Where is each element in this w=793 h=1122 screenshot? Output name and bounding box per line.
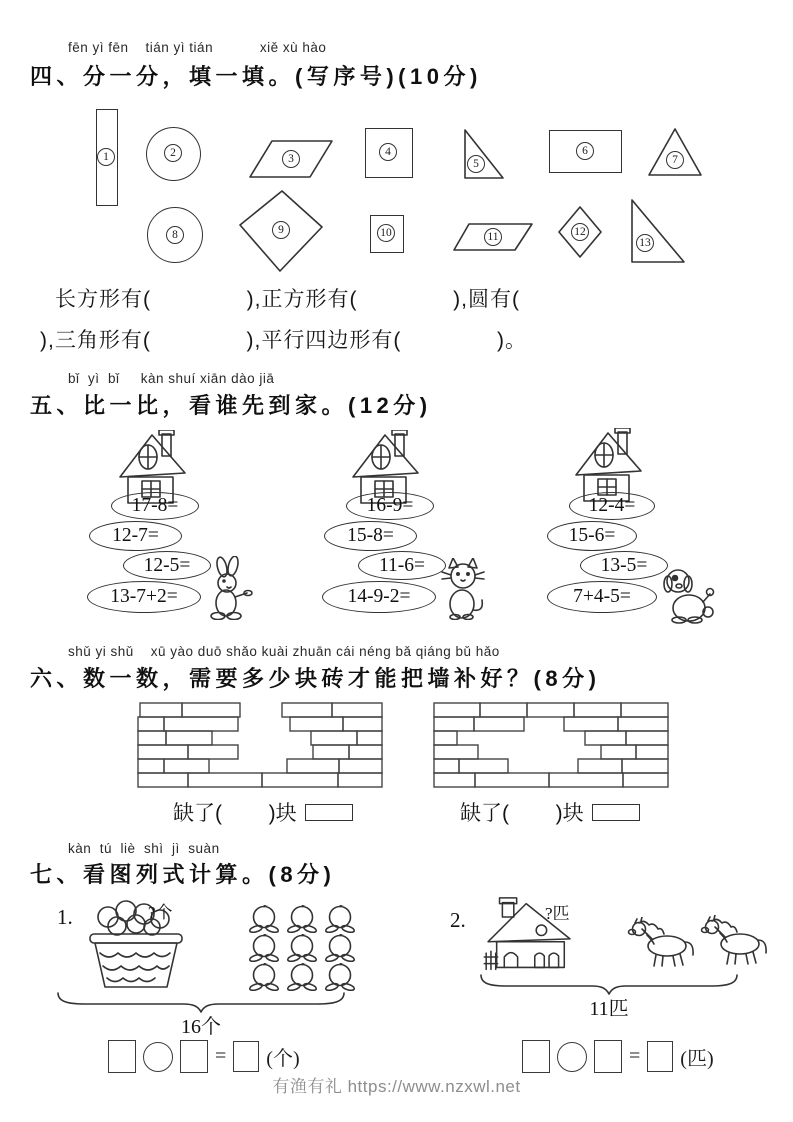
shape-number-9: 9: [272, 221, 290, 239]
math-bubble: 14-9-2=: [322, 581, 436, 613]
shape-number-12: 12: [571, 223, 589, 241]
shape-number-3: 3: [282, 150, 300, 168]
math-bubble: 12-4=: [569, 492, 655, 520]
shape-number-7: 7: [666, 151, 684, 169]
shape-circle-8: [147, 207, 203, 263]
math-bubble: 12-5=: [123, 551, 211, 580]
question-count-label-2: ?匹: [545, 904, 570, 923]
right-triangle-icon: [630, 198, 686, 264]
math-bubble: 15-6=: [547, 521, 637, 551]
peach-icon: [322, 905, 358, 933]
equation-template-2: [522, 1040, 714, 1073]
section4-pinyin: fēn yì fēn tián yì tián xiě xù hào: [68, 40, 327, 55]
operand-box: [522, 1040, 550, 1073]
peach-icon: [246, 934, 282, 962]
shape-number-13: 13: [636, 234, 654, 252]
shape-number-5: 5: [467, 155, 485, 173]
watermark: 有渔有礼 https://www.nzxwl.net: [272, 1077, 521, 1096]
peach-icon: [322, 963, 358, 991]
operator-circle: [557, 1042, 587, 1072]
question-count-label-1: ?个: [148, 903, 173, 922]
peach-icon: [284, 905, 320, 933]
cat-icon: [440, 558, 486, 620]
section7-pinyin: kàn tú liè shì jì suàn: [68, 841, 220, 856]
peach-icon: [246, 905, 282, 933]
section6-pinyin: shǔ yi shǔ xū yào duō shǎo kuài zhuān cái néng bǎ qiáng bǔ hǎo: [68, 644, 500, 659]
math-bubble: 16-9=: [346, 492, 434, 520]
operand-box: [108, 1040, 136, 1073]
house-icon: [571, 428, 647, 502]
section5-pinyin: bǐ yì bǐ kàn shuí xiān dào jiā: [68, 371, 275, 386]
caption-text: 缺了( )块: [173, 802, 297, 825]
section4-title: 四、分一分，填一填。(写序号)(10分): [30, 64, 482, 89]
right-triangle-icon: [463, 128, 505, 180]
item-2-number: 2.: [450, 908, 466, 932]
brick-wall-1: [137, 702, 385, 789]
operator-circle: [143, 1042, 173, 1072]
race-column-3: [545, 426, 793, 631]
total-label-2: 11匹: [589, 998, 629, 1020]
equals-sign: =: [215, 1045, 227, 1067]
math-bubble: 17-8=: [111, 492, 199, 520]
section7-title: 七、看图列式计算。(8分): [30, 862, 336, 887]
math-bubble: 11-6=: [358, 551, 446, 580]
shape-circle-2: [146, 127, 201, 181]
peach-icon: [246, 963, 282, 991]
rabbit-icon: [203, 556, 253, 620]
operand-box: [594, 1040, 622, 1073]
shape-number-8: 8: [166, 226, 184, 244]
shape-rectangle-6: [549, 130, 622, 173]
missing-bricks-caption-1: [173, 797, 353, 827]
shape-number-4: 4: [379, 143, 397, 161]
horse-icon: [625, 917, 697, 969]
section6-title: 六、数一数，需要多少块砖才能把墙补好？(8分): [30, 666, 601, 691]
fill-blank-line-1: 长方形有( ),正方形有( ),圆有(: [55, 288, 520, 311]
peach-grid: [246, 905, 360, 993]
shapes-grid: [85, 103, 713, 275]
answer-box: [233, 1041, 259, 1072]
shape-number-10: 10: [377, 224, 395, 242]
math-bubble: 15-8=: [324, 521, 417, 551]
shape-number-1: 1: [97, 148, 115, 166]
horse-icon: [698, 915, 770, 967]
item-1-number: 1.: [57, 905, 73, 929]
shape-number-6: 6: [576, 142, 594, 160]
answer-box: [592, 804, 640, 821]
race-column-1: [85, 426, 335, 631]
brick-wall-2: [433, 702, 670, 789]
missing-bricks-caption-2: [460, 797, 640, 827]
unit-label: (个): [266, 1048, 300, 1070]
shape-tall-rectangle: [96, 109, 118, 206]
shape-square-4: [365, 128, 413, 178]
peach-icon: [322, 934, 358, 962]
shape-number-2: 2: [164, 144, 182, 162]
math-bubble: 12-7=: [89, 521, 182, 551]
shape-right-triangle-13: [630, 198, 686, 264]
shape-parallelogram-3: [248, 139, 334, 179]
shape-flat-parallelogram-11: [452, 222, 534, 252]
shape-diamond-12: [557, 205, 603, 259]
shape-small-square-10: [370, 215, 404, 253]
total-label-1: 16个: [181, 1016, 221, 1038]
equation-template-1: [108, 1040, 300, 1073]
fill-blank-line-2: ),三角形有( ),平行四边形有( )。: [40, 329, 527, 352]
shape-triangle-7: [647, 127, 703, 177]
dog-icon: [659, 566, 715, 624]
math-bubble: 13-7+2=: [87, 581, 201, 613]
section5-title: 五、比一比，看谁先到家。(12分): [30, 393, 432, 418]
shape-number-11: 11: [484, 228, 502, 246]
operand-box: [180, 1040, 208, 1073]
unit-label: (匹): [680, 1048, 714, 1070]
shape-rotated-square-9: [238, 189, 324, 273]
equals-sign: =: [629, 1045, 641, 1067]
peach-icon: [284, 963, 320, 991]
caption-text: 缺了( )块: [460, 802, 584, 825]
math-bubble: 7+4-5=: [547, 581, 657, 613]
answer-box: [647, 1041, 673, 1072]
answer-box: [305, 804, 353, 821]
shape-right-triangle-5: [463, 128, 505, 180]
race-column-2: [320, 426, 570, 631]
math-bubble: 13-5=: [580, 551, 668, 580]
peach-icon: [284, 934, 320, 962]
